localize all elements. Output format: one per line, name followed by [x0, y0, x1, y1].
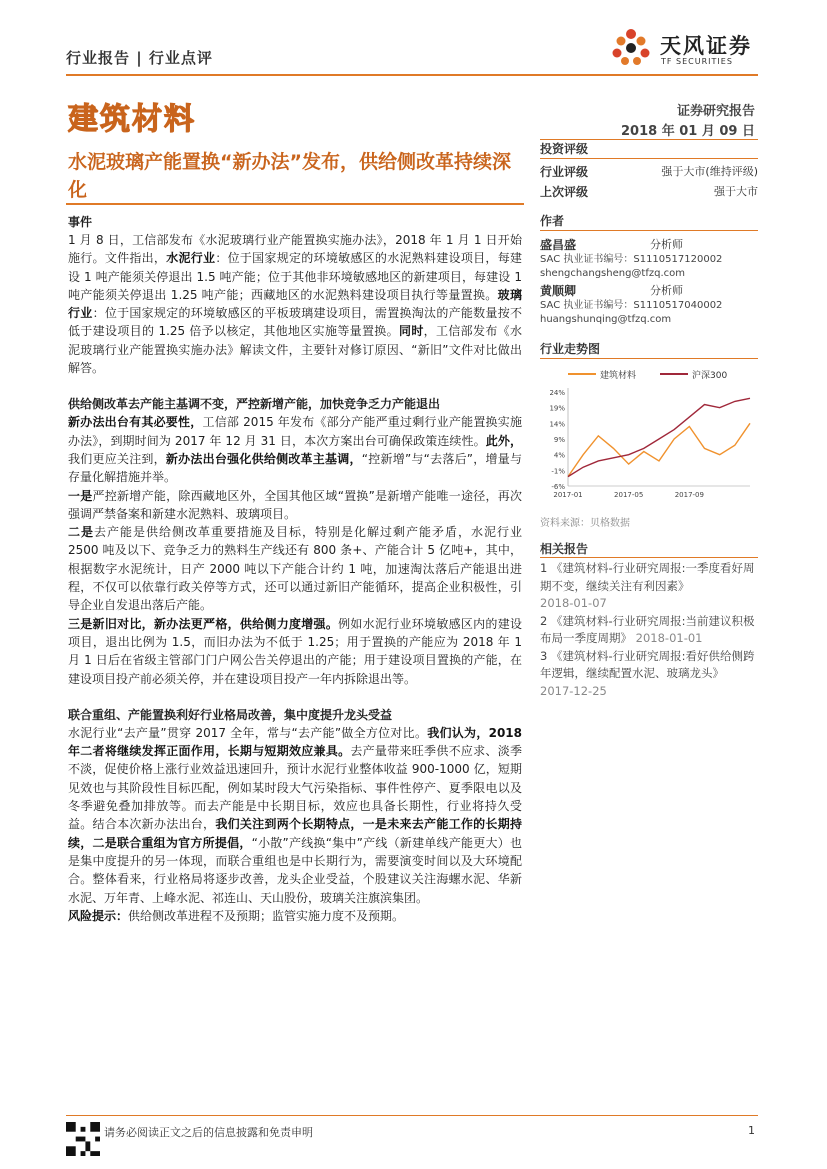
rating-heading: 投资评级	[540, 142, 589, 156]
footer-disclaimer[interactable]: 请务必阅读正文之后的信息披露和免责申明	[104, 1126, 313, 1139]
qr-code-icon	[66, 1122, 100, 1156]
paragraph-supply-3: 二是去产能是供给侧改革重要措施及目标，特别是化解过剩产能矛盾，水泥行业 2500 吨及以下、竞争乏力的熟料生产线还有 800 条+、产能合计 5 亿吨+，其中，根据数字水泥统计，日产 2000 吨以下产能合计约 1 吨，加速淘汰落后产能退出进程，不仅可以依靠行政关停等方式，还可以通过新旧产能循环，提高企业积极性，引导企业自发退出落后产能。	[68, 525, 522, 613]
paragraph-event: 1 月 8 日，工信部发布《水泥玻璃行业产能置换实施办法》，2018 年 1 月 1 日开始施行。文件指出，水泥行业：位于国家规定的环境敏感区的水泥熟料建设项目，每建设 1 吨产能须关停退出 1.5 吨产能；位于其他非环境敏感地区的新建项目，每建设 1 吨产能须关停退出 1.25 吨产能；西藏地区的水泥熟料建设项目执行等量置换。玻璃行业：位于国家规定的环境敏感区的平板玻璃建设项目，需置换淘汰的产能数量按不低于建设项目的 1.25 倍予以核定，其他地区实施等量置换。同时，工信部发布《水泥玻璃行业产能置换实施办法》解读文件，主要针对修订原因、“新旧”文件对比做出解答。	[68, 233, 522, 376]
trend-chart	[540, 362, 758, 512]
chart-divider	[540, 358, 758, 359]
authors-divider	[540, 230, 758, 231]
page-number: 1	[748, 1124, 755, 1137]
rating-row-previous: 上次评级 强于大市	[540, 185, 758, 199]
main-body	[68, 213, 522, 925]
chart-source: 资料来源：贝格数据	[540, 518, 630, 529]
section-heading-event: 事件	[68, 215, 93, 229]
section-heading-merger: 联合重组、产能置换利好行业格局改善，集中度提升龙头受益	[68, 707, 393, 722]
x-tick-label: 2017-05	[614, 491, 644, 499]
logo-mark-icon	[608, 24, 654, 70]
report-date: 2018 年 01 月 09 日	[621, 124, 755, 139]
related-divider	[540, 557, 758, 558]
author-entry: 黄顺卿 分析师 SAC 执业证书编号：S1110517040002 huangshunqing@tfzq.com	[540, 283, 758, 327]
rating-block	[540, 140, 758, 202]
title-divider	[66, 203, 524, 205]
paragraph-supply-4: 三是新旧对比，新办法更严格，供给侧力度增强。例如水泥行业环境敏感区内的建设项目，退出比例为 1.5，而旧办法为不低于 1.25；用于置换的产能应为 2018 年 1 月 1 日后在省级主管部门门户网公告关停退出的产能；用于建设项目置换的产能，在建设项目投产前必须关停，并在建设项目投产一年内拆除退出等。	[68, 616, 522, 686]
logo-english: TF SECURITIES	[661, 57, 733, 66]
authors-heading: 作者	[540, 214, 565, 228]
section-heading-supply: 供给侧改革去产能主基调不变，严控新增产能，加快竞争乏力产能退出	[68, 397, 441, 412]
x-tick-label: 2017-09	[674, 491, 704, 499]
series-line-hs300	[568, 398, 750, 476]
x-tick-label: 2017-01	[553, 491, 583, 499]
series-line-building-materials	[568, 423, 750, 476]
y-tick-label: 4%	[553, 451, 565, 460]
paragraph-risk: 风险提示：供给侧改革进程不及预期；监管实施力度不及预期。	[68, 908, 405, 923]
rating-row-industry: 行业评级 强于大市(维持评级)	[540, 165, 758, 179]
author-email[interactable]: huangshunqing@tfzq.com	[540, 314, 672, 325]
chart-heading: 行业走势图	[540, 342, 601, 356]
paragraph-supply-1: 新办法出台有其必要性，工信部 2015 年发布《部分产能严重过剩行业产能置换实施办法》，到期时间为 2017 年 12 月 31 日，本次方案出台可确保政策连续性。此外，我们更应关注到，新办法出台强化供给侧改革主基调，“控新增”与“去落后”，增量与存量化解措施并举。	[68, 415, 522, 485]
y-tick-label: -6%	[551, 483, 565, 491]
legend-label: 建筑材料	[600, 371, 637, 381]
y-tick-label: -1%	[551, 467, 565, 476]
legend-label: 沪深300	[692, 371, 728, 381]
y-tick-label: 14%	[549, 420, 565, 429]
paragraph-merger: 水泥行业“去产量”贯穿 2017 全年，常与“去产能”做全方位对比。我们认为，2018 年二者将继续发挥正面作用，长期与短期效应兼具。去产量带来旺季供不应求、淡季不淡，促使价格上涨行业效益迅速回升，预计水泥行业整体收益 900-1000 亿，短期见效也与其阶段性目标匹配，例如某时段大气污染指标、事件性停产、夏季限电以及冬季避免叠加排放等。而去产能是中长期目标，效应也具备长期性，行业将持久受益。结合本次新办法出台，我们关注到两个长期特点，一是未来去产能工作的长期持续，二是联合重组为官方所提倡，“小散”产线换“集中”产线（新建单线产能更大）也是集中度提升的另一体现，而联合重组也是中长期行为，需要演变时间以及大环境配合。整体看来，行业格局将逐步改善，龙头企业受益，个股建议关注海螺水泥、华新水泥、万年青、上峰水泥、祁连山、天山股份，玻璃关注旗滨集团。	[68, 725, 522, 905]
authors-block	[540, 212, 758, 327]
related-report-item[interactable]: 3 《建筑材料-行业研究周报:看好供给侧跨年逻辑，继续配置水泥、玻璃龙头》 2017-12-25	[540, 648, 755, 698]
author-entry: 盛昌盛 分析师 SAC 执业证书编号：S1110517120002 shengchangsheng@tfzq.com	[540, 237, 758, 281]
header-divider	[66, 74, 758, 76]
author-email[interactable]: shengchangsheng@tfzq.com	[540, 268, 685, 279]
rating-divider	[540, 158, 758, 159]
report-title: 水泥玻璃产能置换“新办法”发布，供给侧改革持续深化	[68, 151, 511, 201]
report-category: 行业报告 | 行业点评	[66, 49, 213, 67]
trend-chart-block	[540, 340, 758, 359]
company-logo	[608, 24, 758, 70]
y-tick-label: 9%	[553, 436, 565, 444]
related-reports-block	[540, 541, 758, 700]
y-tick-label: 24%	[549, 389, 565, 397]
y-tick-label: 19%	[549, 404, 565, 413]
related-report-item[interactable]: 2 《建筑材料-行业研究周报:当前建议积极布局一季度周期》 2018-01-01	[540, 613, 755, 645]
related-heading: 相关报告	[540, 542, 589, 556]
sector-name: 建筑材料	[68, 102, 196, 137]
footer-divider	[66, 1115, 758, 1116]
report-type: 证券研究报告	[676, 104, 755, 119]
related-report-item[interactable]: 1 《建筑材料-行业研究周报:一季度看好周期不变，继续关注有利因素》 2018-01-07	[540, 561, 755, 610]
paragraph-supply-2: 一是严控新增产能，除西藏地区外，全国其他区域“置换”是新增产能唯一途径，再次强调严禁备案和新建水泥熟料、玻璃项目。	[68, 488, 522, 521]
logo-name: 天风证券	[660, 34, 752, 58]
